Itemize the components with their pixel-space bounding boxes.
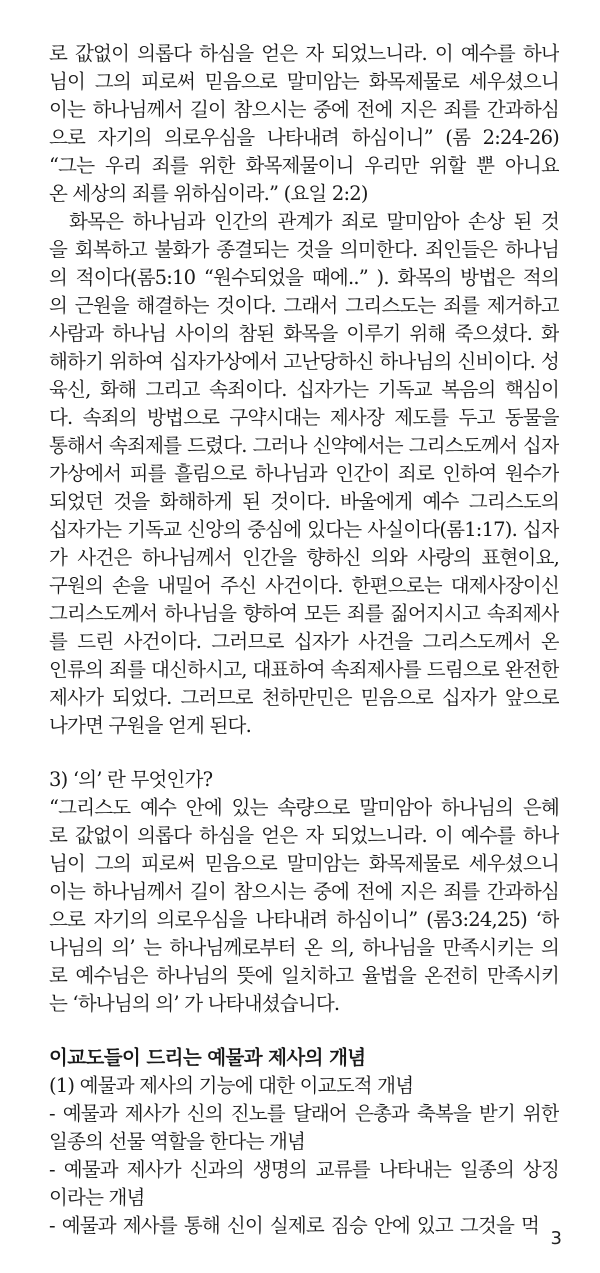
- text-line: 해하기 위하여 십자가상에서 고난당하신 하나님의 신비이다. 성: [49, 350, 559, 373]
- text-line: 나가면 구원을 얻게 된다.: [49, 714, 251, 737]
- text-line: “그리스도 예수 안에 있는 속량으로 말미암아 하나님의 은혜: [49, 796, 559, 819]
- text-line: 되었던 것을 화해하게 된 것이다. 바울에게 예수 그리스도의: [49, 490, 559, 513]
- text-line: 가 사건은 하나님께서 인간을 향하신 의와 사랑의 표현이요,: [49, 546, 559, 569]
- text-line: 님이 그의 피로써 믿음으로 말미암는 화목제물로 세우셨으니: [49, 70, 559, 93]
- sub-heading: (1) 예물과 제사의 기능에 대한 이교도적 개념: [49, 1074, 414, 1097]
- text-line: 온 세상의 죄를 위하심이라.” (요일 2:2): [49, 182, 368, 205]
- text-line: 의 근원을 해결하는 것이다. 그래서 그리스도는 죄를 제거하고: [49, 294, 559, 317]
- text-line: 나님의 의’ 는 하나님께로부터 온 의, 하나님을 만족시키는 의: [49, 936, 559, 959]
- text-line: 이는 하나님께서 길이 참으시는 중에 전에 지은 죄를 간과하심: [49, 880, 559, 903]
- text-line: 육신, 화해 그리고 속죄이다. 십자가는 기독교 복음의 핵심이: [49, 378, 559, 401]
- text-line: 으로 자기의 의로우심을 나타내려 하심이니” (롬 2:24-26): [49, 126, 559, 149]
- text-line: 로 값없이 의롭다 하심을 얻은 자 되었느니라. 이 예수를 하나: [49, 42, 559, 65]
- text-line: 그리스도께서 하나님을 향하여 모든 죄를 짊어지시고 속죄제사: [49, 602, 559, 625]
- text-line: 사람과 하나님 사이의 참된 화목을 이루기 위해 죽으셨다. 화: [49, 322, 559, 345]
- text-line: 십자가는 기독교 신앙의 중심에 있다는 사실이다(롬1:17). 십자: [49, 518, 559, 541]
- text-line: “그는 우리 죄를 위한 화목제물이니 우리만 위할 뿐 아니요: [49, 154, 559, 177]
- text-line: 의 적이다(롬5:10 “원수되었을 때에..” ). 화목의 방법은 적의: [49, 266, 559, 289]
- text-line: 로 예수님은 하나님의 뜻에 일치하고 율법을 온전히 만족시키: [49, 964, 559, 987]
- text-line: 다. 속죄의 방법으로 구약시대는 제사장 제도를 두고 동물을: [49, 406, 559, 429]
- text-line: 일종의 선물 역할을 한다는 개념: [49, 1130, 306, 1153]
- text-line: 인류의 죄를 대신하시고, 대표하여 속죄제사를 드림으로 완전한: [49, 658, 559, 681]
- section-heading: 이교도들이 드리는 예물과 제사의 개념: [49, 1046, 366, 1069]
- text-line: 통해서 속죄제를 드렸다. 그러나 신약에서는 그리스도께서 십자: [49, 434, 559, 457]
- text-line: - 예물과 제사를 통해 신이 실제로 짐승 안에 있고 그것을 먹: [49, 1214, 539, 1237]
- text-line: 로 값없이 의롭다 하심을 얻은 자 되었느니라. 이 예수를 하나: [49, 824, 559, 847]
- text-line: 으로 자기의 의로우심을 나타내려 하심이니” (롬3:24,25) ‘하: [49, 908, 559, 931]
- text-line: 을 회복하고 불화가 종결되는 것을 의미한다. 죄인들은 하나님: [49, 238, 559, 261]
- text-line: 구원의 손을 내밀어 주신 사건이다. 한편으로는 대제사장이신: [49, 574, 559, 597]
- text-line: 이는 하나님께서 길이 참으시는 중에 전에 지은 죄를 간과하심: [49, 98, 559, 121]
- text-line: 화목은 하나님과 인간의 관계가 죄로 말미암아 손상 된 것: [69, 210, 559, 233]
- text-line: 를 드린 사건이다. 그러므로 십자가 사건을 그리스도께서 온: [49, 630, 559, 653]
- section-heading: 3) ‘의’ 란 무엇인가?: [49, 768, 213, 791]
- text-line: 이라는 개념: [49, 1186, 145, 1209]
- page-number: 3: [550, 1228, 562, 1249]
- text-line: 제사가 되었다. 그러므로 천하만민은 믿음으로 십자가 앞으로: [49, 686, 559, 709]
- text-line: 는 ‘하나님의 의’ 가 나타내셨습니다.: [49, 992, 340, 1015]
- text-line: - 예물과 제사가 신의 진노를 달래어 은총과 축복을 받기 위한: [49, 1102, 559, 1125]
- text-line: 님이 그의 피로써 믿음으로 말미암는 화목제물로 세우셨으니: [49, 852, 559, 875]
- text-line: 가상에서 피를 흘림으로 하나님과 인간이 죄로 인하여 원수가: [49, 462, 559, 485]
- text-line: - 예물과 제사가 신과의 생명의 교류를 나타내는 일종의 상징: [49, 1158, 559, 1181]
